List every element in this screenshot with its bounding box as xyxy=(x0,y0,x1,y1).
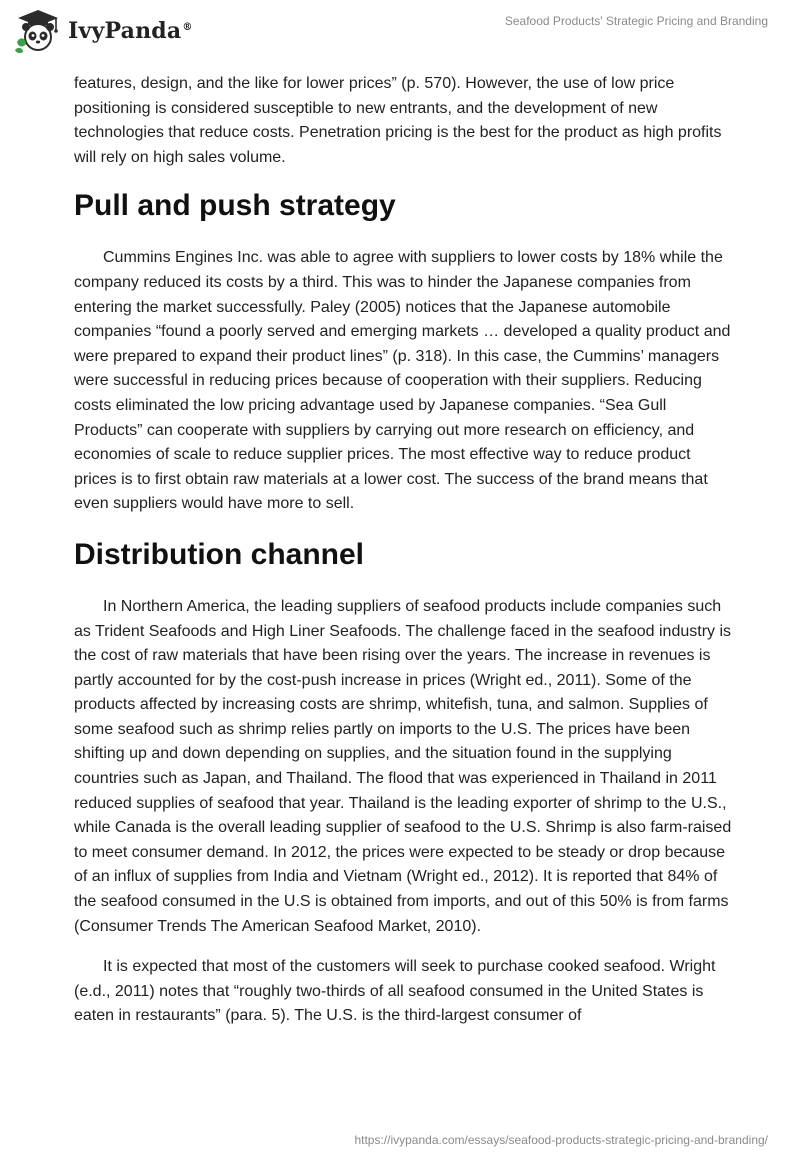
section-heading: Pull and push strategy xyxy=(74,189,396,223)
paragraph: In Northern America, the leading suppliers of seafood products include companies such as Trident Seafoods and High Liner Seafoods. The challenge faced in the seafood industry is the cost of raw materials that have been rising over the years. The increase in revenues is partly accounted for by the cost-push increase in prices (Wright ed., 2011). Some of the products affected by increasing costs are shrimp, whitefish, tuna, and salmon. Supplies of some seafood such as shrimp relies partly on imports to the U.S. The prices have been shifting up and down depending on supplies, and the situation found in the supplying countries such as Japan, and Thailand. The flood that was experienced in Thailand in 2011 reduced supplies of seafood that year. Thailand is the leading exporter of shrimp to the U.S., while Canada is the overall leading supplier of seafood to the U.S. Shrimp is also farm-raised to meet consumer demand. In 2012, the prices were expected to be steady or drop because of an influx of supplies from India and Vietnam (Wright ed., 2012). It is reported that 84% of the seafood consumed in the U.S is obtained from imports, and out of this 50% is from farms (Consumer Trends The American Seafood Market, 2010). xyxy=(74,597,732,935)
brand-name: IvyPanda® xyxy=(68,18,193,44)
page-header xyxy=(0,0,800,66)
paragraph: It is expected that most of the customers will seek to purchase cooked seafood. Wright (e.d., 2011) notes that “roughly two-thirds of all seafood consumed in the United States is eaten in restaurants” (para. 5). The U.S. is the third-largest consumer of xyxy=(74,958,716,1025)
document-title: Seafood Products' Strategic Pricing and Branding xyxy=(504,14,768,28)
ivypanda-logo[interactable] xyxy=(14,8,193,54)
paragraph: features, design, and the like for lower prices” (p. 570). However, the use of low price positioning is considered susceptible to new entrants, and the development of new technologies that reduce costs. Penetration pricing is the best for the product as high profits will rely on high sales volume. xyxy=(74,75,722,166)
source-url[interactable]: https://ivypanda.com/essays/seafood-products-strategic-pricing-and-branding/ xyxy=(354,1133,768,1147)
article-body xyxy=(74,72,734,1029)
panda-graduate-icon xyxy=(14,8,62,54)
section-heading: Distribution channel xyxy=(74,537,365,571)
paragraph: Cummins Engines Inc. was able to agree with suppliers to lower costs by 18% while the company reduced its costs by a third. This was to hinder the Japanese companies from entering the market successfully. Paley (2005) notices that the Japanese automobile companies “found a poorly served and emerging markets … developed a quality product and were prepared to expand their product lines” (p. 318). In this case, the Cummins’ managers were successful in reducing prices because of cooperation with their suppliers. Reducing costs eliminated the low pricing advantage used by Japanese companies. “Sea Gull Products” can cooperate with suppliers by carrying out more research on efficiency, and economies of scale to reduce supplier prices. The most effective way to reduce product prices is to first obtain raw materials at a lower cost. The success of the brand means that even suppliers would have more to sell. xyxy=(74,249,731,513)
